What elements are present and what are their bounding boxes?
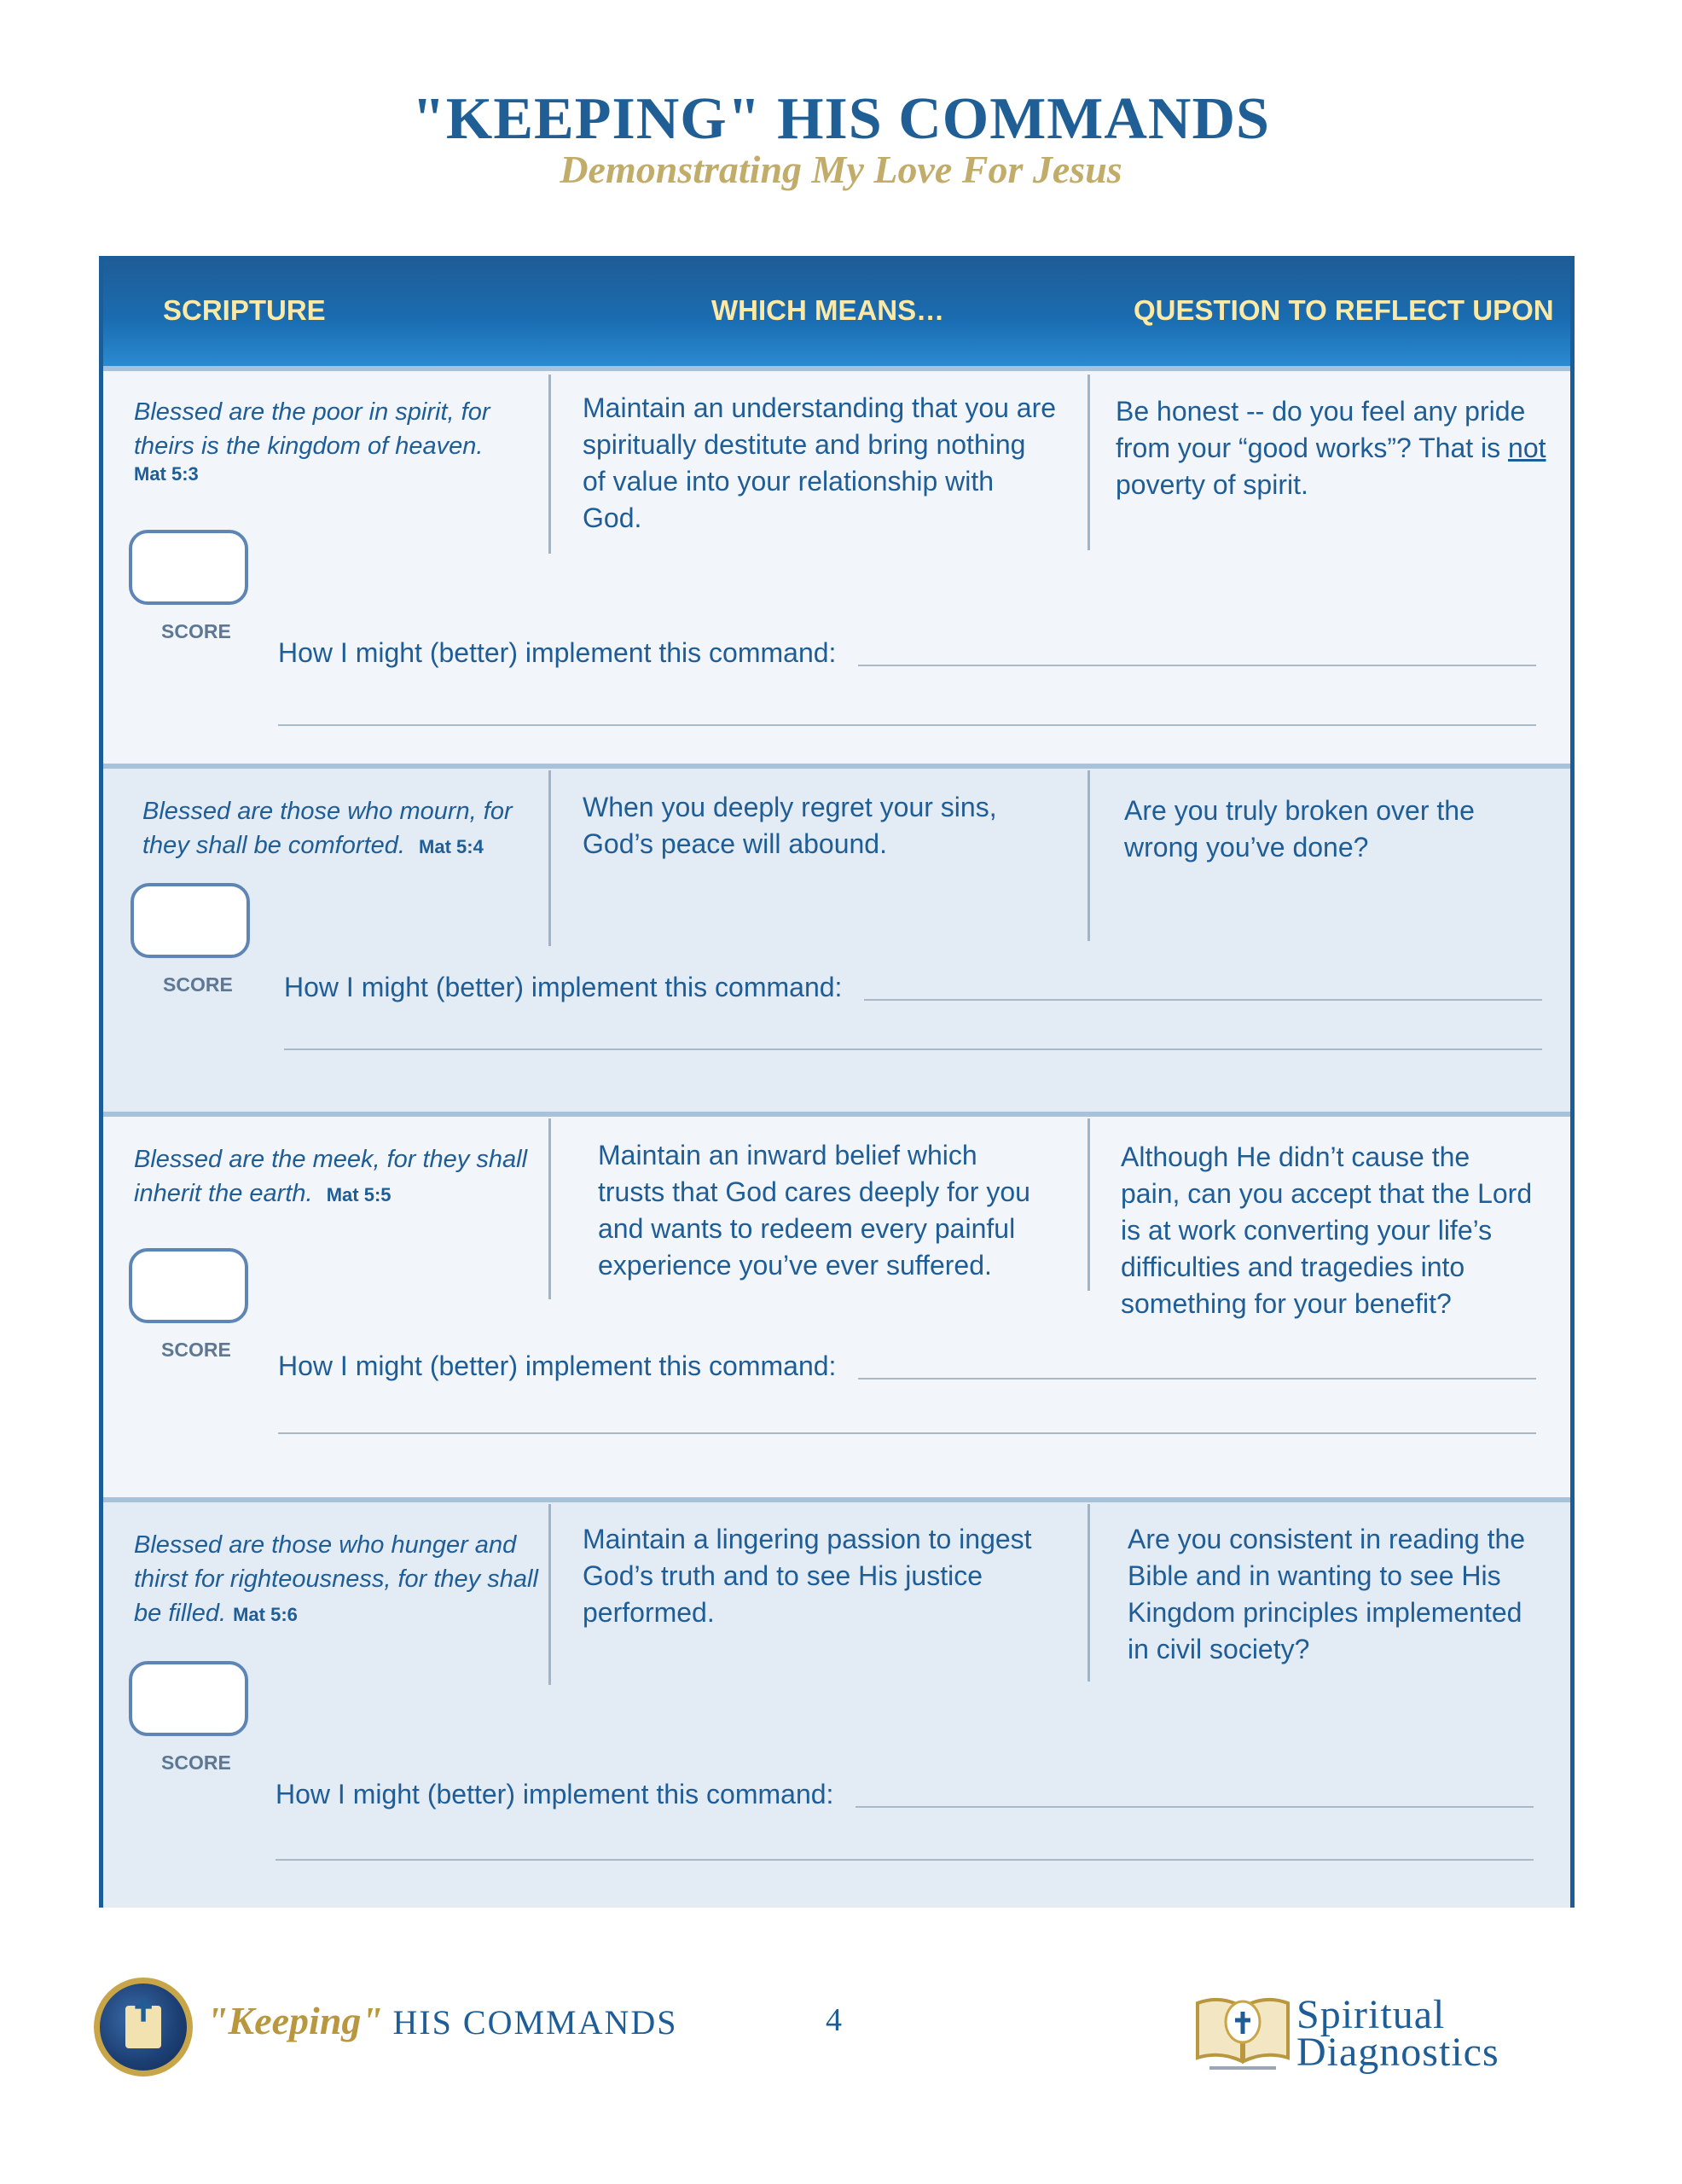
meaning-text: Maintain an understanding that you are spiritually destitute and bring nothing of value into your relationship with God. [583, 392, 1057, 533]
page-number: 4 [826, 2002, 842, 2038]
reflection-question: Are you truly broken over the wrong you’ve done? [1124, 795, 1475, 863]
table-row [103, 1112, 1570, 1497]
column-header-means: WHICH MEANS… [711, 294, 945, 326]
reflection-question: Are you consistent in reading the Bible and in wanting to see His Kingdom principles implemented in civil society? [1128, 1524, 1526, 1664]
implement-label: How I might (better) implement this command: [276, 1779, 834, 1809]
reflection-question: Be honest -- do you feel any pride from your “good works”? That is not poverty of spirit. [1116, 396, 1546, 500]
cross-icon: ✝ [130, 1993, 157, 2029]
column-divider [1088, 1118, 1090, 1291]
column-header-scripture: SCRIPTURE [163, 294, 326, 326]
emphasis-not: not [1508, 433, 1546, 463]
score-label: SCORE [163, 973, 233, 996]
scripture-reference: Mat 5:6 [233, 1604, 298, 1625]
meaning-text: Maintain an inward belief which trusts that God cares deeply for you and wants to redeem every painful experience you’ve ever suffered. [598, 1140, 1030, 1281]
scripture-reference: Mat 5:4 [419, 836, 484, 857]
column-divider [548, 1118, 551, 1299]
meaning-text: When you deeply regret your sins, God’s peace will abound. [583, 792, 997, 859]
table-row [103, 366, 1570, 764]
publisher-line-1: Spiritual [1296, 1992, 1446, 2037]
implement-line[interactable] [858, 665, 1536, 666]
scripture-reference: Mat 5:5 [326, 1184, 392, 1205]
score-label: SCORE [161, 1751, 231, 1774]
column-header-question: QUESTION TO REFLECT UPON [1134, 294, 1554, 326]
table-header [103, 260, 1570, 366]
column-divider [548, 770, 551, 946]
column-divider [548, 1504, 551, 1685]
commands-table [99, 256, 1575, 1908]
score-input[interactable] [129, 1248, 248, 1323]
implement-label: How I might (better) implement this command: [278, 1350, 837, 1381]
score-label: SCORE [161, 620, 231, 642]
publisher-name [1296, 1992, 1499, 2075]
footer-brand-title: HIS COMMANDS [392, 2003, 678, 2042]
open-bible-icon [1192, 1986, 1293, 2071]
scripture-text: Blessed are those who mourn, for they shall be comforted. Mat 5:4 [142, 798, 513, 859]
table-row [103, 764, 1570, 1112]
implement-line[interactable] [276, 1859, 1534, 1861]
scripture-text: Blessed are those who hunger and thirst for righteousness, for they shall be filled. Mat 5:6 [134, 1531, 538, 1627]
implement-label: How I might (better) implement this command: [284, 972, 843, 1002]
score-input[interactable] [130, 883, 250, 958]
implement-line[interactable] [864, 999, 1542, 1001]
column-divider [1088, 375, 1090, 550]
column-divider [548, 375, 551, 554]
table-row [103, 1497, 1570, 1908]
scripture-text: Blessed are the poor in spirit, for theirs is the kingdom of heaven. Mat 5:3 [134, 398, 490, 485]
implement-line[interactable] [278, 1432, 1536, 1434]
scroll-emblem-icon [94, 1978, 193, 2077]
column-divider [1088, 770, 1090, 941]
implement-line[interactable] [278, 724, 1536, 726]
implement-line[interactable] [858, 1378, 1536, 1380]
score-input[interactable] [129, 1661, 248, 1736]
page-title: "KEEPING" HIS COMMANDS [412, 86, 1270, 152]
implement-line[interactable] [284, 1048, 1542, 1050]
score-label: SCORE [161, 1339, 231, 1361]
scripture-text: Blessed are the meek, for they shall inherit the earth. Mat 5:5 [134, 1146, 528, 1207]
implement-label: How I might (better) implement this command: [278, 637, 837, 668]
scripture-reference: Mat 5:3 [134, 463, 199, 485]
implement-line[interactable] [856, 1806, 1534, 1808]
reflection-question: Although He didn’t cause the pain, can you accept that the Lord is at work converting your life’s difficulties and tragedies into something for your benefit? [1121, 1141, 1533, 1319]
publisher-line-2: Diagnostics [1296, 2030, 1499, 2075]
column-divider [1088, 1504, 1090, 1682]
footer-brand-keeping: "Keeping" [206, 1999, 383, 2042]
meaning-text: Maintain a lingering passion to ingest God’s truth and to see His justice performed. [583, 1524, 1032, 1628]
page-subtitle: Demonstrating My Love For Jesus [560, 148, 1122, 191]
score-input[interactable] [129, 530, 248, 605]
footer-brand [206, 1998, 678, 2043]
